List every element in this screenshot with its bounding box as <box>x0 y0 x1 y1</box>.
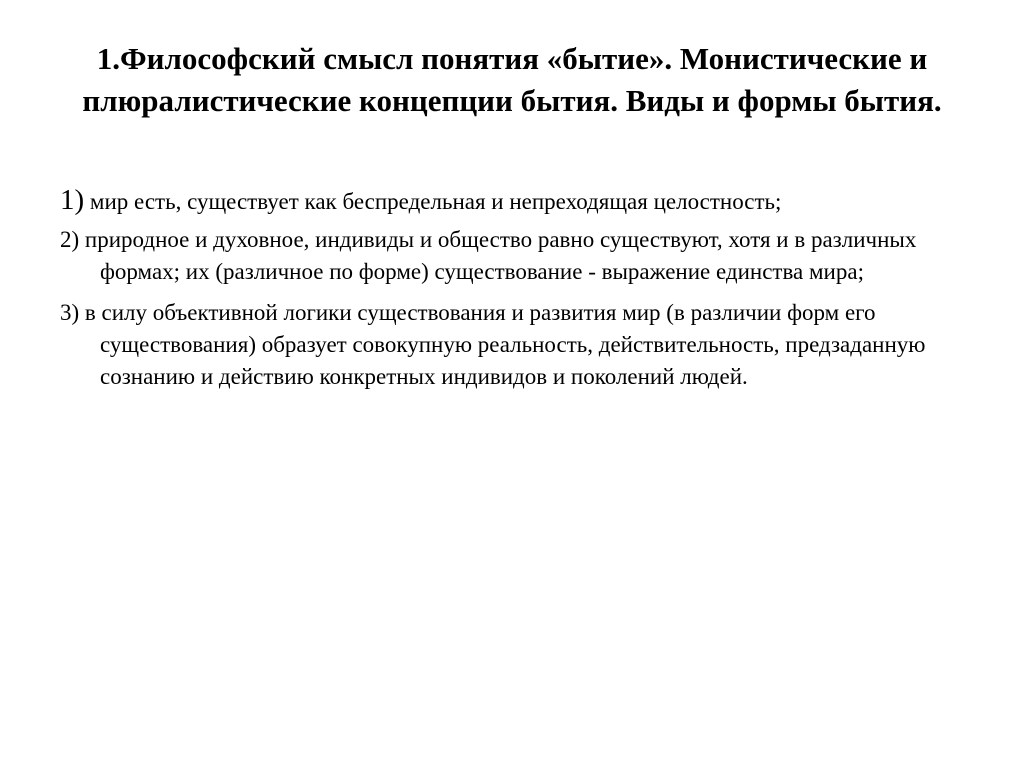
list-item-text: природное и духовное, индивиды и общество равно существуют, хотя и в различных формах; их (различное по форме) существование - выражение единства мира; <box>79 227 917 284</box>
list-item-text: мир есть, существует как беспредельная и непреходящая целостность; <box>84 189 782 214</box>
list-item-number: 1) <box>60 184 85 216</box>
list-item-number: 3) <box>60 300 80 325</box>
slide-title: 1.Философский смысл понятия «бытие». Монистические и плюралистические концепции бытия. Виды и формы бытия. <box>82 41 942 118</box>
list-item-number: 2) <box>60 227 80 252</box>
list-item-3 <box>60 297 980 393</box>
bullet-list <box>60 184 980 402</box>
list-item-1 <box>60 184 980 218</box>
list-item-2 <box>60 224 980 288</box>
list-item-text: в силу объективной логики существования и развития мир (в различии форм его существования) образует совокупную реальность, действительность, предзаданную сознанию и действию конкретных индивидов и поколений людей. <box>79 300 926 389</box>
